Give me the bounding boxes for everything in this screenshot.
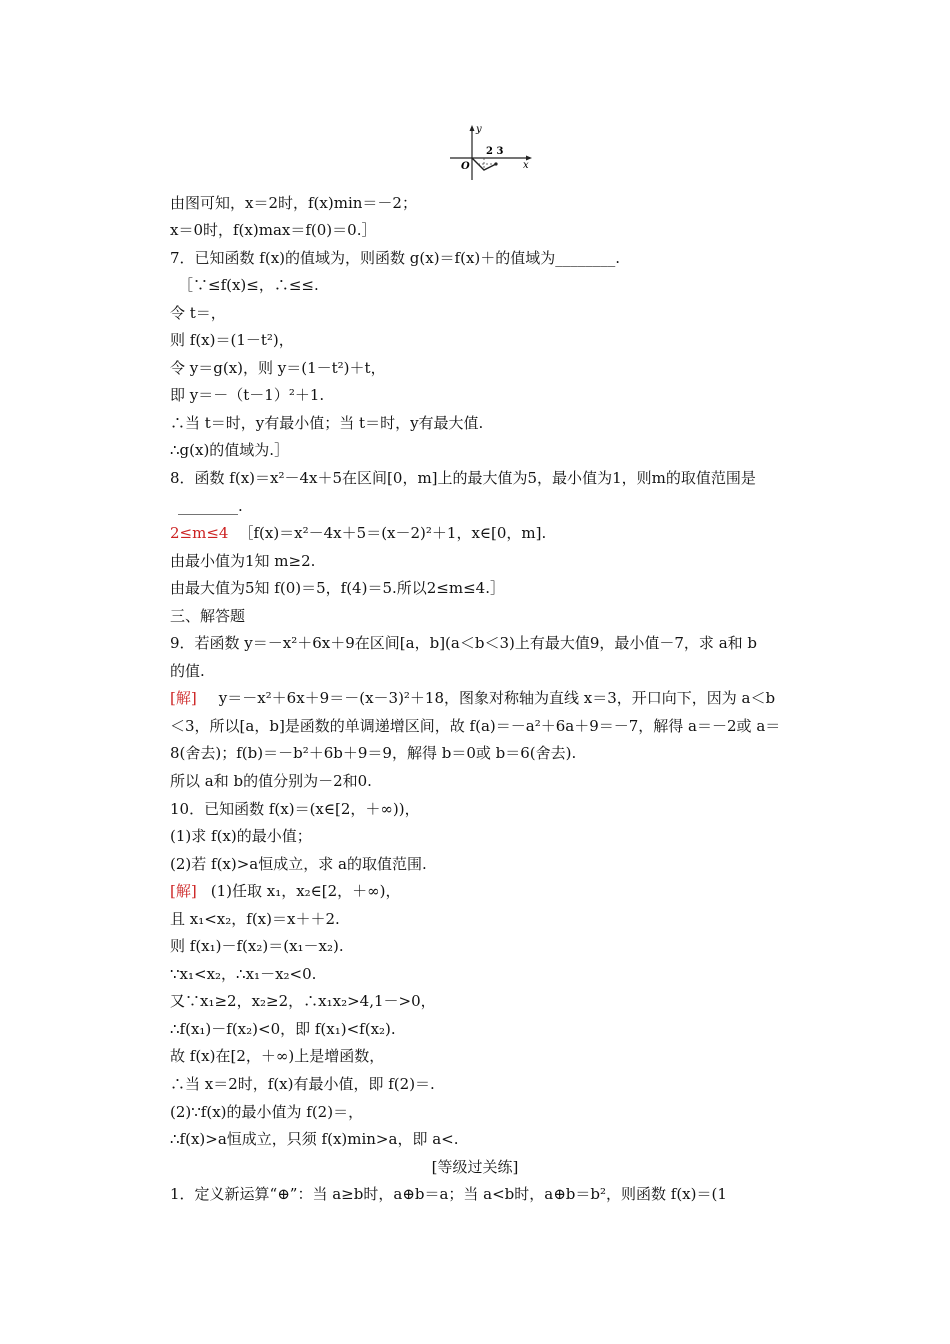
text-line: x＝0时，f(x)max＝f(0)＝0.］ [170, 221, 377, 239]
origin-label: O [461, 161, 470, 172]
answer-line [0, 521, 950, 545]
text-line: (2)若 f(x)>a恒成立，求 a的取值范围. [170, 855, 427, 873]
question-8: 8．函数 f(x)＝x²－4x＋5在区间[0，m]上的最大值为5，最小值为1，则m的取值范围是 [170, 469, 756, 487]
answer-text: ［f(x)＝x²－4x＋5＝(x－2)²＋1，x∈[0，m]. [238, 524, 547, 542]
tick-labels: 2 3 [486, 146, 504, 157]
practice-question-1: 1．定义新运算“⊕”：当 a≥b时，a⊕b＝a；当 a<b时，a⊕b＝b²，则函数 f(x)＝(1 [170, 1185, 727, 1203]
solution-line [0, 879, 950, 903]
function-graph-figure [446, 120, 536, 182]
text-line: ∴当 x＝2时，f(x)有最小值，即 f(2)＝. [170, 1075, 435, 1093]
text-line: 的值. [170, 662, 205, 680]
text-line: 由最大值为5知 f(0)＝5，f(4)＝5.所以2≤m≤4.］ [170, 579, 505, 597]
graph-endpoint [494, 162, 497, 165]
text-line: ∴g(x)的值域为.］ [170, 441, 290, 459]
text-line: 则 f(x)＝(1－t²)， [170, 331, 294, 349]
text-line: 且 x₁<x₂，f(x)＝x＋＋2. [170, 910, 340, 928]
text-line: ∴f(x)>a恒成立，只须 f(x)min>a，即 a<. [170, 1130, 459, 1148]
solution-line [0, 686, 950, 710]
text-line: ＜3，所以[a，b]是函数的单调递增区间，故 f(a)＝－a²＋6a＋9＝－7，解得 a＝－2或 a＝ [170, 717, 781, 735]
text-line: 令 t＝， [170, 304, 226, 322]
text-line: 即 y＝－（t－1）²＋1. [170, 386, 325, 404]
text-line: ∵x₁<x₂，∴x₁－x₂<0. [170, 965, 317, 983]
y-axis-label: y [476, 124, 482, 135]
text-line: 8(舍去)；f(b)＝－b²＋6b＋9＝9，解得 b＝0或 b＝6(舍去). [170, 744, 577, 762]
solution-text: y＝－x²＋6x＋9＝－(x－3)²＋18，图象对称轴为直线 x＝3，开口向下，因为 a＜b [218, 689, 776, 707]
solution-text: (1)任取 x₁，x₂∈[2，＋∞)， [210, 882, 401, 900]
solution-label: [解] [170, 689, 197, 707]
text-line: 令 y＝g(x)，则 y＝(1－t²)＋t， [170, 359, 386, 377]
text-line: 又∵x₁≥2，x₂≥2，∴x₁x₂>4,1－>0， [170, 992, 436, 1010]
answer-label: 2≤m≤4 [170, 524, 229, 542]
question-7: 7．已知函数 f(x)的值域为，则函数 g(x)＝f(x)＋的值域为________. [170, 249, 621, 267]
text-line: (1)求 f(x)的最小值； [170, 827, 312, 845]
text-line: ________. [178, 497, 243, 515]
x-axis-label: x [523, 160, 529, 171]
question-9: 9．若函数 y＝－x²＋6x＋9在区间[a，b](a＜b＜3)上有最大值9，最小值－7，求 a和 b [170, 634, 758, 652]
text-line: 由图可知，x＝2时，f(x)min＝－2； [170, 194, 417, 212]
y-axis-arrow-icon [470, 125, 475, 131]
text-line: 所以 a和 b的值分别为－2和0. [170, 772, 372, 790]
solution-label: [解] [170, 882, 197, 900]
text-line: 故 f(x)在[2，＋∞)上是增函数， [170, 1047, 385, 1065]
text-line: ∴当 t＝时，y有最小值；当 t＝时，y有最大值. [170, 414, 484, 432]
text-line: ∴f(x₁)－f(x₂)<0，即 f(x₁)<f(x₂). [170, 1020, 396, 1038]
text-line: 则 f(x₁)－f(x₂)＝(x₁－x₂). [170, 937, 344, 955]
question-10: 10．已知函数 f(x)＝(x∈[2，＋∞))， [170, 800, 420, 818]
text-line: ［∵≤f(x)≤，∴≤≤. [178, 276, 319, 294]
section-heading-practice: [等级过关练] [431, 1158, 519, 1176]
text-line: 由最小值为1知 m≥2. [170, 552, 316, 570]
section-heading: 三、解答题 [170, 607, 246, 625]
text-line: (2)∵f(x)的最小值为 f(2)＝， [170, 1103, 364, 1121]
